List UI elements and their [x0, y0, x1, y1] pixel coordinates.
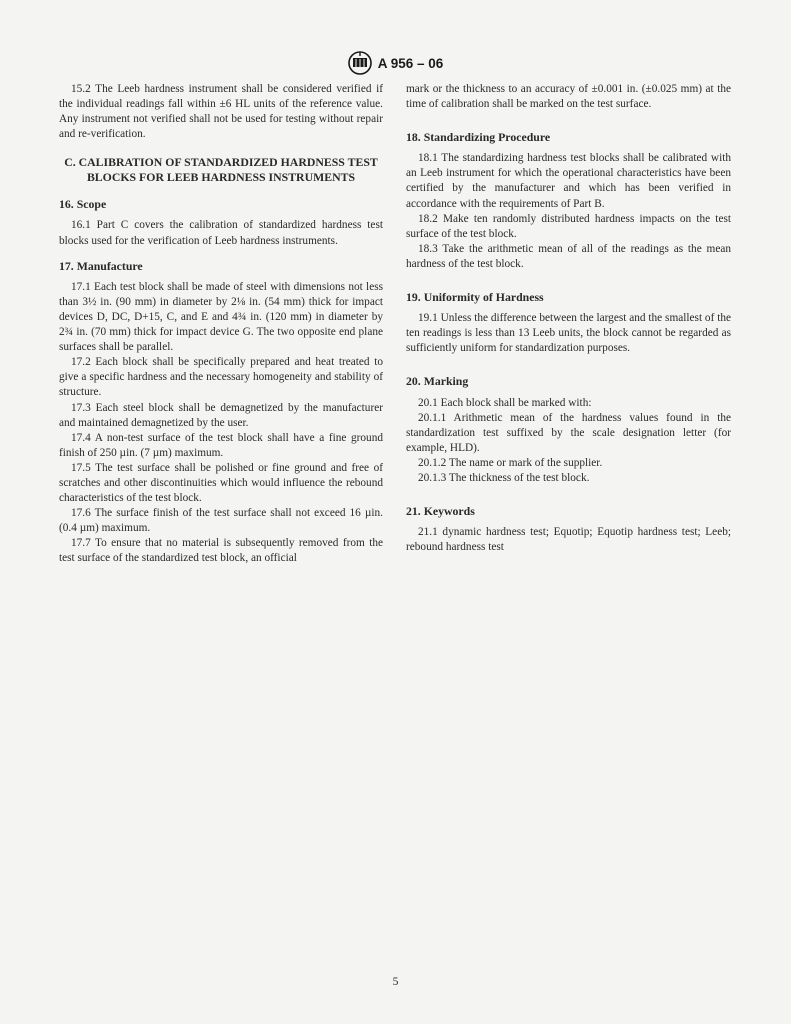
paragraph-17-7-continued: mark or the thickness to an accuracy of ±0.001 in. (±0.025 mm) at the time of calibration shall be marked on the test surface. [406, 83, 731, 111]
paragraph-17-7: 17.7 To ensure that no material is subsequently removed from the test surface of the standardized test block, an official [59, 537, 383, 565]
astm-logo-icon [348, 50, 372, 76]
paragraph-15-2: 15.2 The Leeb hardness instrument shall be considered verified if the individual readings fall within ±6 HL units of the reference value. Any instrument not verified shall not be used for testing without repair and re-verification. [59, 83, 383, 141]
part-c-title: C. CALIBRATION OF STANDARDIZED HARDNESS TEST BLOCKS FOR LEEB HARDNESS INSTRUMENTS [64, 155, 378, 185]
paragraph-17-3: 17.3 Each steel block shall be demagnetized by the manufacturer and maintained demagnetized by the user. [59, 401, 383, 429]
paragraph-18-2: 18.2 Make ten randomly distributed hardness impacts on the test surface of the test block. [406, 212, 731, 240]
paragraph-21-1: 21.1 dynamic hardness test; Equotip; Equotip hardness test; Leeb; rebound hardness test [406, 526, 731, 554]
paragraph-17-5: 17.5 The test surface shall be polished or fine ground and free of scratches and other discontinuities which would influence the rebound characteristics of the test block. [59, 461, 383, 505]
section-20-title: 20. Marking [406, 374, 469, 389]
paragraph-16-1: 16.1 Part C covers the calibration of standardized hardness test blocks used for the verification of Leeb hardness instruments. [59, 219, 383, 247]
paragraph-17-6: 17.6 The surface finish of the test surface shall not exceed 16 µin. (0.4 µm) maximum. [59, 507, 383, 535]
section-21-title: 21. Keywords [406, 504, 475, 519]
paragraph-20-1-3: 20.1.3 The thickness of the test block. [418, 471, 590, 484]
right-column [406, 82, 731, 555]
standard-designation: A 956 – 06 [377, 55, 444, 71]
paragraph-17-1: 17.1 Each test block shall be made of steel with dimensions not less than 3½ in. (90 mm) in diameter by 2⅛ in. (54 mm) thick for impact devices D, DC, D+15, C, and E and 4¾ in. (120 mm) in diameter by 2¾ in. (70 mm) thick for impact device G. The two opposite end plane surfaces shall be parallel. [59, 280, 383, 354]
left-column [59, 82, 383, 567]
section-19-title: 19. Uniformity of Hardness [406, 290, 544, 305]
paragraph-17-2: 17.2 Each block shall be specifically prepared and heat treated to give a specific hardness and the necessary homogeneity and stability of structure. [59, 356, 383, 399]
section-16-title: 16. Scope [59, 197, 107, 212]
section-18-title: 18. Standardizing Procedure [406, 130, 551, 145]
paragraph-20-1-1: 20.1.1 Arithmetic mean of the hardness values found in the standardization test suffixed by the scale designation letter (for example, HLD). [406, 411, 731, 454]
paragraph-20-1: 20.1 Each block shall be marked with: [418, 396, 592, 409]
section-17-title: 17. Manufacture [59, 258, 143, 273]
paragraph-17-4: 17.4 A non-test surface of the test block shall have a fine ground finish of 250 µin. (7 µm) maximum. [59, 431, 383, 459]
page-header [0, 50, 791, 76]
paragraph-20-1-2: 20.1.2 The name or mark of the supplier. [418, 456, 603, 469]
paragraph-18-1: 18.1 The standardizing hardness test blocks shall be calibrated with an Leeb instrument for which the operational characteristics have been certified by the manufacturer and which has been verified in accordance with the requirements of Part B. [406, 152, 731, 210]
paragraph-18-3: 18.3 Take the arithmetic mean of all of the readings as the mean hardness of the test block. [406, 242, 731, 270]
paragraph-19-1: 19.1 Unless the difference between the largest and the smallest of the ten readings is less than 13 Leeb units, the block cannot be regarded as sufficiently uniform for standardization purposes. [406, 312, 731, 355]
page-number: 5 [392, 976, 399, 988]
